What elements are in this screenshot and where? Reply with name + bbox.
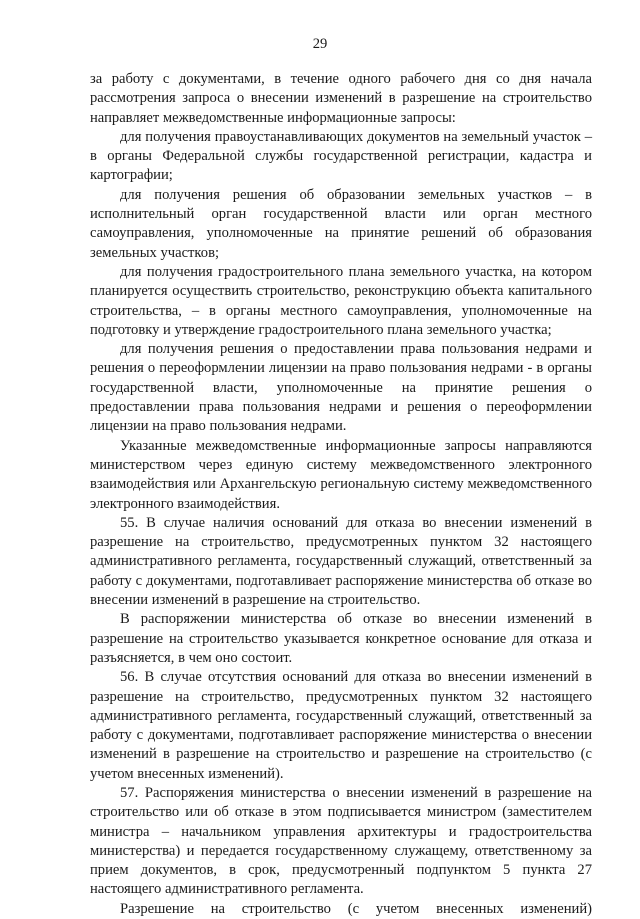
paragraph-item-55: 55. В случае наличия оснований для отказа во внесении изменений в разрешение на строительство, предусмотренных пунктом 32 настоящего административного регламента, государственный служащий, ответственный за работу с документами, подготавливает распоряжение министерства об отказе во внесении изменений в разрешение на строительство. <box>90 514 592 609</box>
paragraph-requests-channel: Указанные межведомственные информационные запросы направляются министерством через единую систему межведомственного электронного взаимодействия или Архангельскую региональную систему межведомственного электронного взаимодействия. <box>90 437 592 512</box>
paragraph-request-urban-plan: для получения градостроительного плана земельного участка, на котором планируется осуществить строительство, реконструкцию объекта капитального строительства, – в органы местного самоуправления, уполномоченные на подготовку и утверждение градостроительного плана земельного участка; <box>90 263 592 338</box>
document-body <box>90 70 592 919</box>
paragraph-refusal-reason: В распоряжении министерства об отказе во внесении изменений в разрешение на строительство указывается конкретное основание для отказа и разъясняется, в чем оно состоит. <box>90 611 592 666</box>
paragraph-request-land-formation: для получения решения об образовании земельных участков – в исполнительный орган государственной власти или орган местного самоуправления, уполномоченные на принятие решений об образования земельных участков; <box>90 186 592 261</box>
paragraph-request-subsoil: для получения решения о предоставлении права пользования недрами и решения о переоформлении лицензии на право пользования недрами - в органы государственной власти, уполномоченные на принятие решения о предоставлении права пользования недрами и решения о переоформлении лицензии на право пользования недрами. <box>90 341 592 435</box>
page-number: 29 <box>312 36 328 52</box>
paragraph-item-56: 56. В случае отсутствия оснований для отказа во внесении изменений в разрешение на строительство, предусмотренных пунктом 32 настоящего административного регламента, государственный служащий, ответственный за работу с документами, подготавливает распоряжение министерства о внесении изменений в разрешение на строительство и разрешение на строительство (с учетом внесенных изменений). <box>90 669 592 782</box>
paragraph-item-57: 57. Распоряжения министерства о внесении изменений в разрешение на строительство или об отказе в этом подписывается министром (заместителем министра – начальником управления архитектуры и градостроительства министерства) и передается государственному служащему, ответственному за прием документов, в срок, предусмотренный подпунктом 5 пункта 27 настоящего административного регламента. <box>90 784 592 898</box>
paragraph-continuation: за работу с документами, в течение одного рабочего дня со дня начала рассмотрения запроса о внесении изменений в разрешение на строительство направляет межведомственные информационные запросы: <box>90 71 592 126</box>
paragraph-permit-continued: Разрешение на строительство (с учетом внесенных изменений) <box>120 900 592 917</box>
paragraph-request-land-rights: для получения правоустанавливающих документов на земельный участок – в органы Федеральной службы государственной регистрации, кадастра и картографии; <box>90 128 592 184</box>
